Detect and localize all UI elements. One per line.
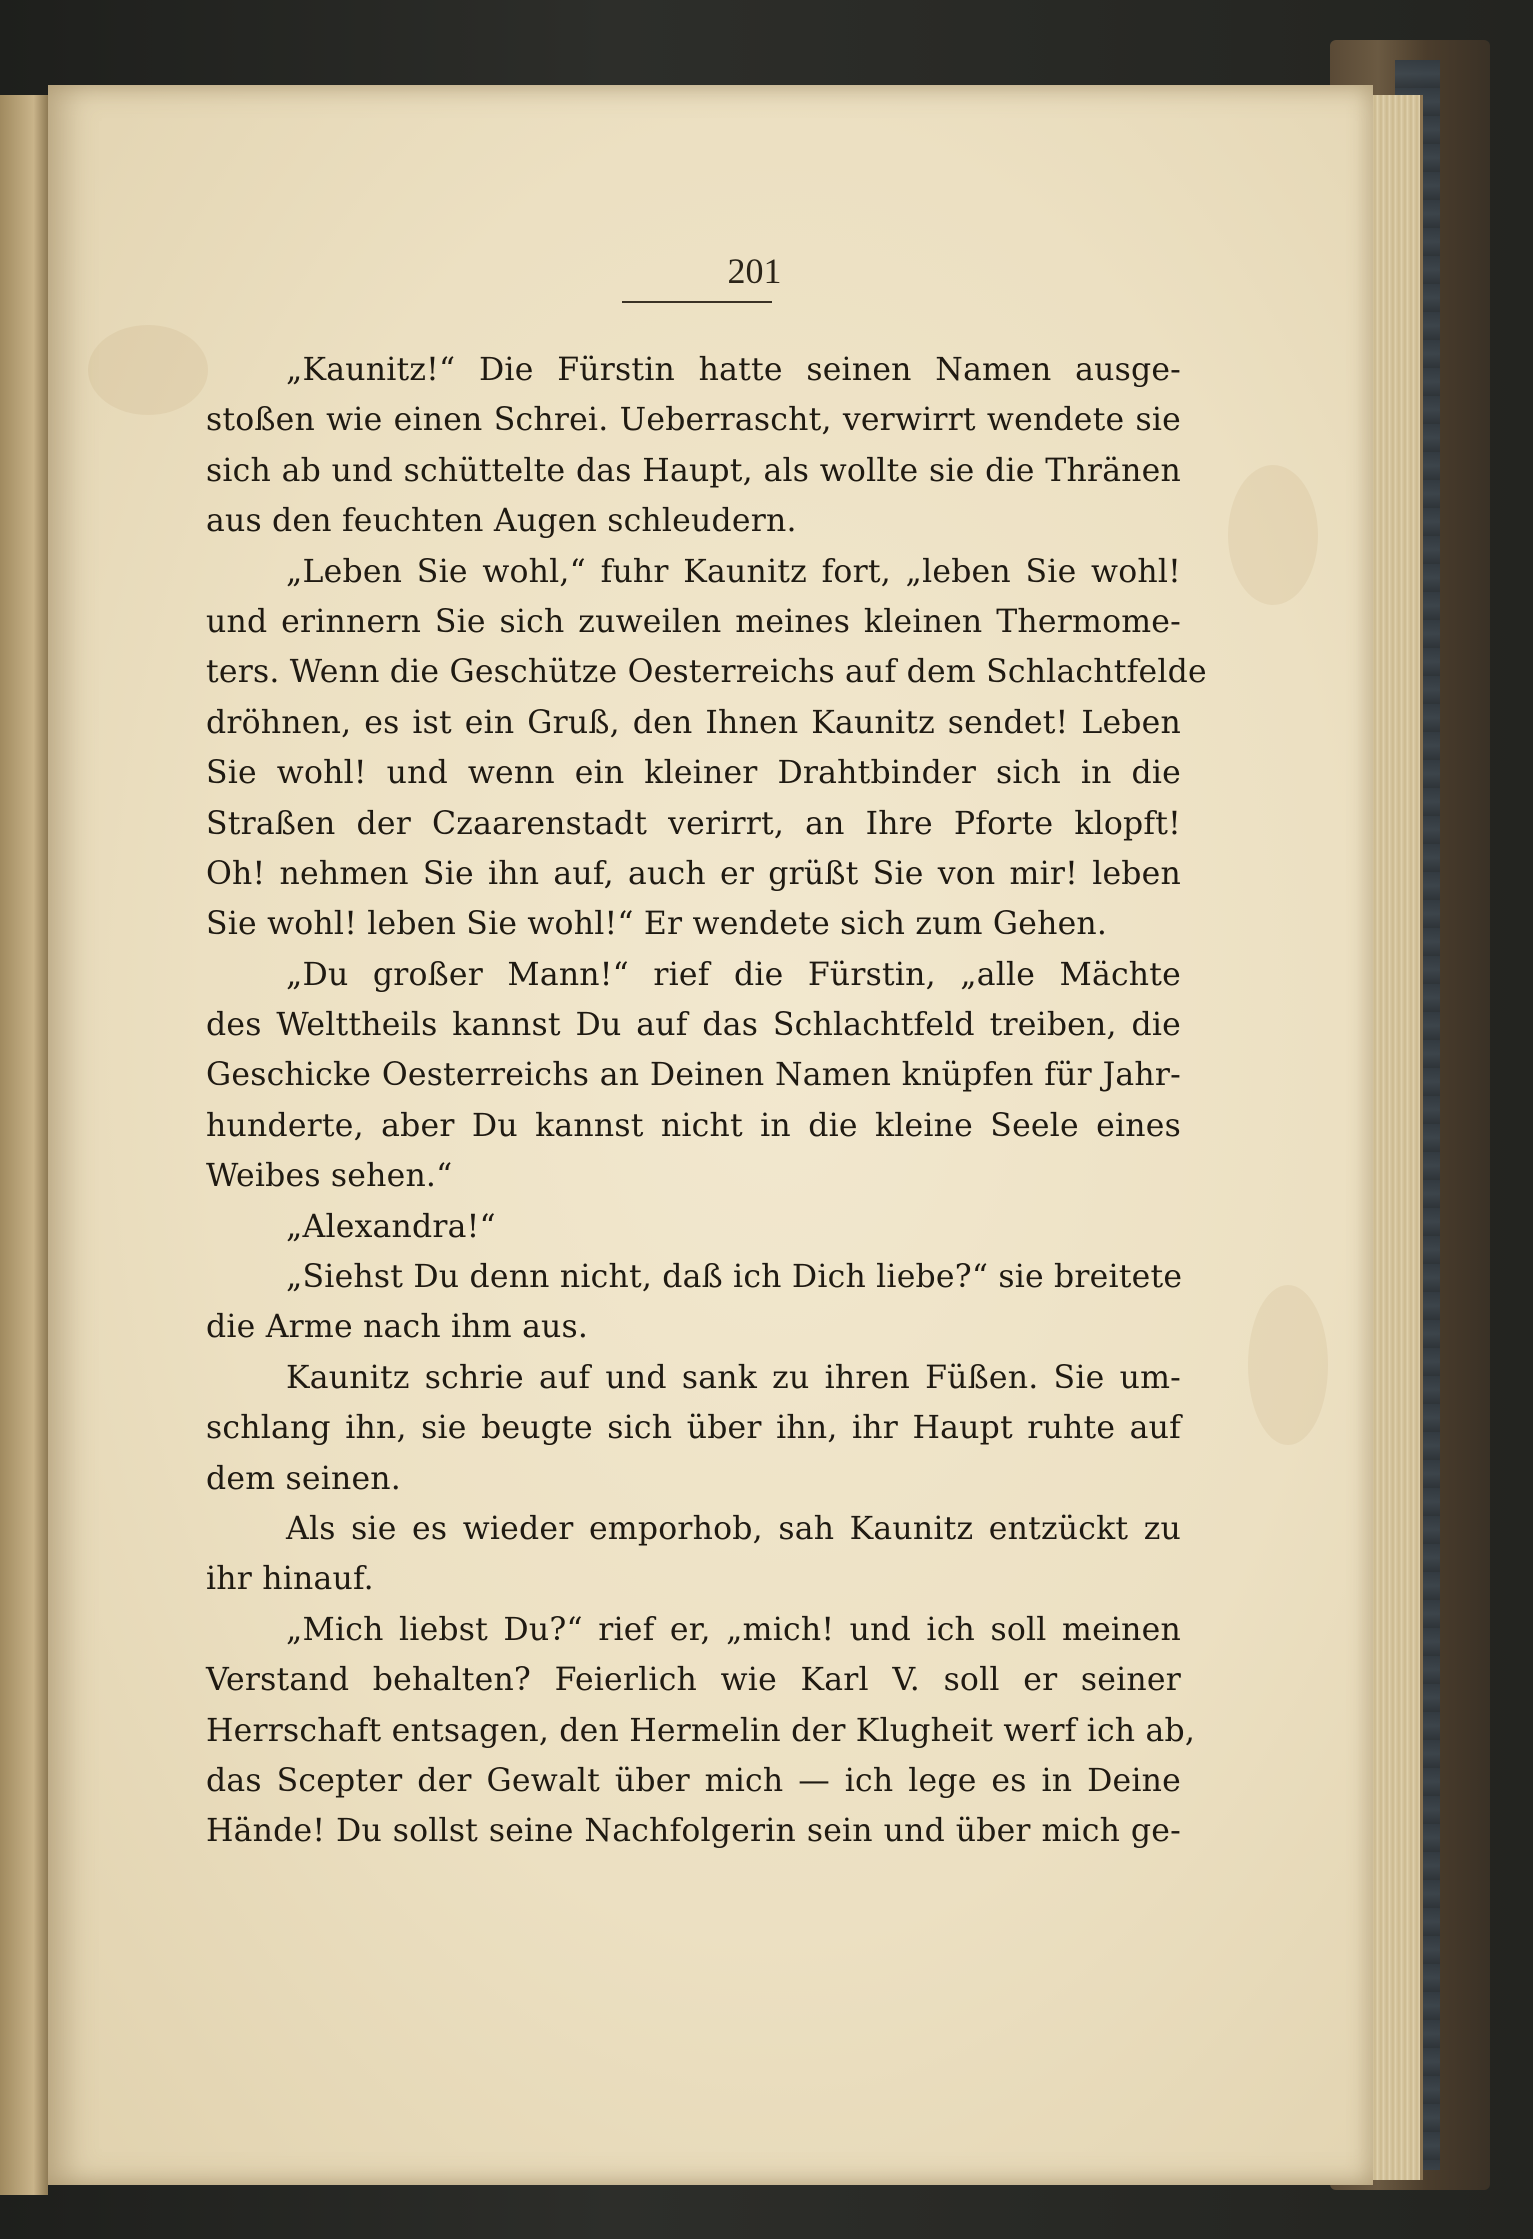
text-line: „Alexandra!“ bbox=[286, 1208, 496, 1245]
text-line: Straßen der Czaarenstadt verirrt, an Ihre Pforte klopft! bbox=[206, 805, 1181, 842]
text-line: ihr hinauf. bbox=[206, 1561, 374, 1598]
text-line: „Siehst Du denn nicht, daß ich Dich liebe?“ sie breitete bbox=[286, 1259, 1183, 1296]
text-line: Verstand behalten? Feierlich wie Karl V. soll er seiner bbox=[206, 1662, 1181, 1699]
text-line: dröhnen, es ist ein Gruß, den Ihnen Kaunitz sendet! Leben bbox=[206, 704, 1181, 741]
foxing-stain bbox=[1248, 1285, 1328, 1445]
text-line: Sie wohl! leben Sie wohl!“ Er wendete sich zum Gehen. bbox=[206, 906, 1108, 943]
text-line: des Welttheils kannst Du auf das Schlachtfeld treiben, die bbox=[206, 1007, 1181, 1044]
facing-page-edge bbox=[0, 95, 48, 2195]
text-line: „Mich liebst Du?“ rief er, „mich! und ich soll meinen bbox=[286, 1611, 1181, 1648]
body-text bbox=[206, 345, 1207, 1857]
foxing-stain bbox=[1228, 465, 1318, 605]
text-line: und erinnern Sie sich zuweilen meines kleinen Thermome- bbox=[206, 603, 1181, 640]
text-line: „Leben Sie wohl,“ fuhr Kaunitz fort, „leben Sie wohl! bbox=[286, 553, 1181, 590]
text-line: ters. Wenn die Geschütze Oesterreichs auf dem Schlachtfelde bbox=[206, 654, 1207, 691]
text-line: sich ab und schüttelte das Haupt, als wollte sie die Thränen bbox=[206, 452, 1181, 489]
text-line: stoßen wie einen Schrei. Ueberrascht, verwirrt wendete sie bbox=[206, 402, 1181, 439]
header-rule bbox=[622, 301, 772, 303]
text-line: „Kaunitz!“ Die Fürstin hatte seinen Namen ausge- bbox=[286, 352, 1181, 388]
text-line: Sie wohl! und wenn ein kleiner Drahtbinder sich in die bbox=[206, 755, 1181, 792]
page-number bbox=[0, 250, 1533, 292]
text-line: schlang ihn, sie beugte sich über ihn, ihr Haupt ruhte auf bbox=[206, 1410, 1181, 1447]
text-line: Geschicke Oesterreichs an Deinen Namen knüpfen für Jahr- bbox=[206, 1057, 1181, 1094]
text-line: Weibes sehen.“ bbox=[206, 1158, 453, 1195]
text-line: Oh! nehmen Sie ihn auf, auch er grüßt Sie von mir! leben bbox=[206, 855, 1181, 892]
text-line: Herrschaft entsagen, den Hermelin der Klugheit werf ich ab, bbox=[206, 1712, 1196, 1749]
text-line: dem seinen. bbox=[206, 1460, 401, 1497]
text-line: das Scepter der Gewalt über mich — ich lege es in Deine bbox=[206, 1762, 1181, 1799]
text-line: die Arme nach ihm aus. bbox=[206, 1309, 589, 1346]
foxing-stain bbox=[88, 325, 208, 415]
text-line: „Du großer Mann!“ rief die Fürstin, „alle Mächte bbox=[286, 956, 1181, 993]
text-line: Hände! Du sollst seine Nachfolgerin sein und über mich ge- bbox=[206, 1813, 1181, 1850]
text-line: Als sie es wieder emporhob, sah Kaunitz entzückt zu bbox=[286, 1510, 1181, 1547]
text-line: aus den feuchten Augen schleudern. bbox=[206, 503, 797, 540]
page-number-text: 201 bbox=[727, 251, 782, 291]
text-line: Kaunitz schrie auf und sank zu ihren Füßen. Sie um- bbox=[286, 1359, 1181, 1396]
text-line: hunderte, aber Du kannst nicht in die kleine Seele eines bbox=[206, 1107, 1181, 1144]
